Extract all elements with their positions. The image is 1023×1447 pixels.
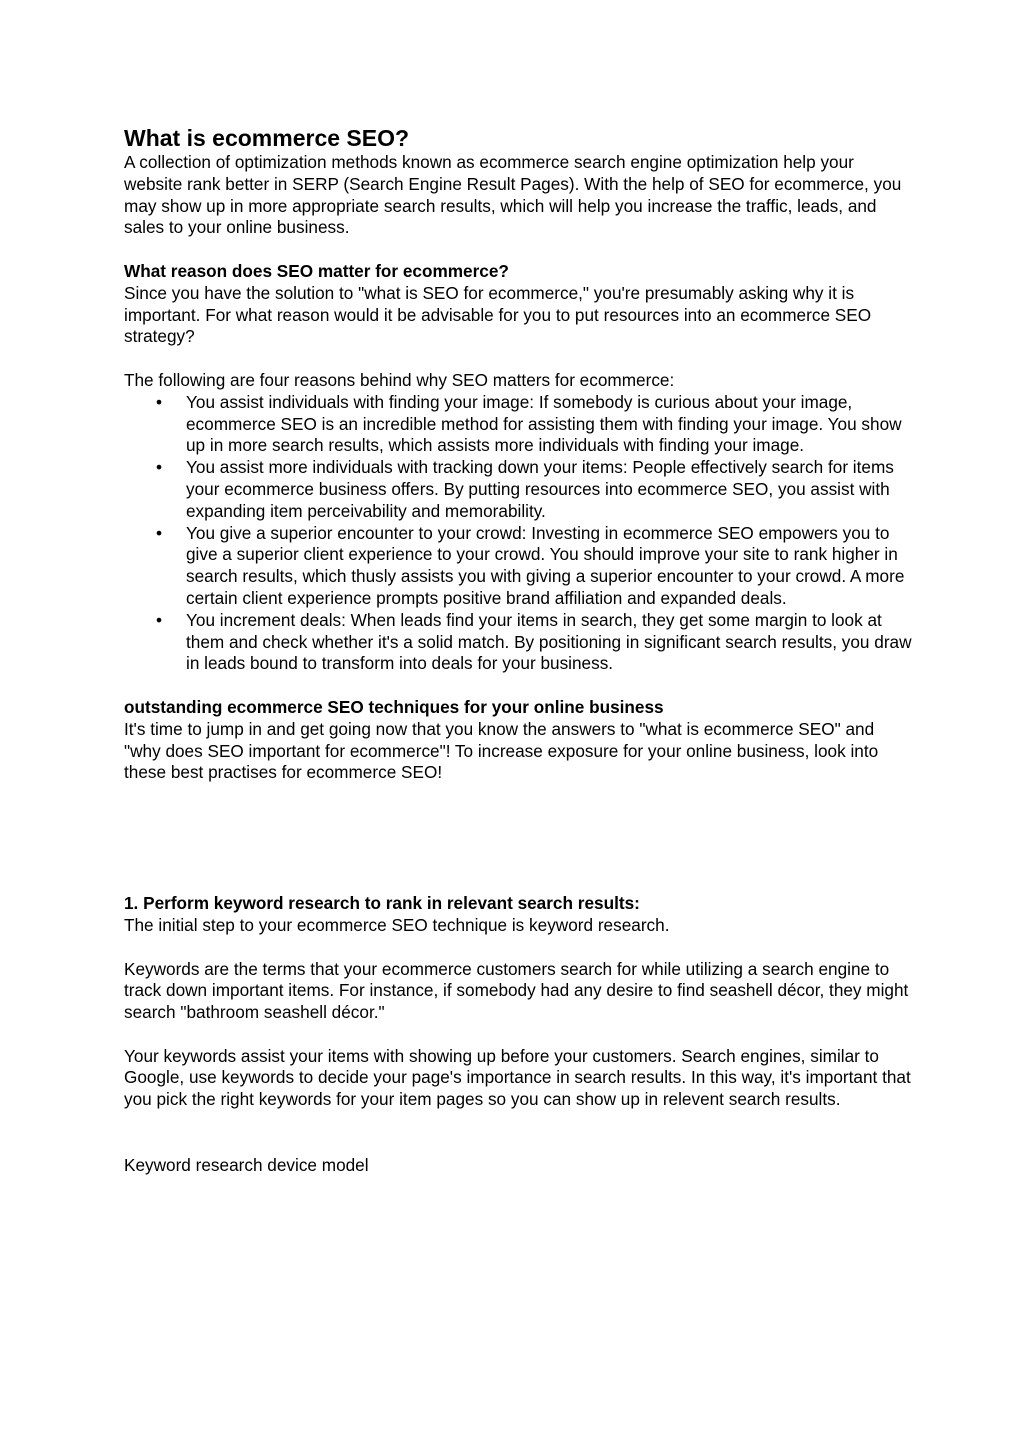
spacer (124, 348, 914, 370)
bullet-icon: • (156, 457, 163, 478)
spacer (124, 784, 914, 893)
keywords-importance-paragraph: Your keywords assist your items with showing up before your customers. Search engines, similar to Google, use keywords to decide your page's importance in search results. In this way, it's important that you pick the right keywords for your item pages so you can show up in relevent search results. (124, 1045, 911, 1110)
figure-caption: Keyword research device model (124, 1154, 369, 1175)
section-body-why-seo: Since you have the solution to "what is SEO for ecommerce," you're presumably asking why it is important. For what reason would it be advisable for you to put resources into an ecommerce SEO strategy? (124, 282, 872, 347)
section-body-techniques: It's time to jump in and get going now that you know the answers to "what is ecommerce SEO" and "why does SEO important for ecommerce"! To increase exposure for your online business, look into these best practises for ecommerce SEO! (124, 718, 879, 783)
spacer (124, 1024, 914, 1046)
list-item-text: You give a superior encounter to your crowd: Investing in ecommerce SEO empowers you to give a superior client experience to your crowd. You should improve your site to rank higher in search results, which thusly assists you with giving a superior encounter to your crowd. A more certain client experience prompts positive brand affiliation and expanded deals. (186, 522, 905, 608)
section-heading-techniques: outstanding ecommerce SEO techniques for your online business (124, 696, 664, 717)
section-heading-keyword-research: 1. Perform keyword research to rank in relevant search results: (124, 893, 640, 914)
list-item (124, 392, 914, 457)
list-item-text: You assist more individuals with tracking down your items: People effectively search for items your ecommerce business offers. By putting resources into ecommerce SEO, you assist with expanding item perceivability and memorability. (186, 457, 894, 521)
keywords-definition-paragraph: Keywords are the terms that your ecommerce customers search for while utilizing a search engine to track down important items. For instance, if somebody had any desire to find seashell décor, they might search "bathroom seashell décor." (124, 958, 909, 1023)
page-title: What is ecommerce SEO? (124, 125, 410, 151)
list-item-text: You increment deals: When leads find your items in search, they get some margin to look at them and check whether it's a solid match. By positioning in significant search results, you draw in leads bound to transform into deals for your business. (186, 609, 912, 674)
section-heading-why-seo: What reason does SEO matter for ecommerce? (124, 260, 509, 281)
list-item (124, 610, 914, 675)
list-intro: The following are four reasons behind why SEO matters for ecommerce: (124, 369, 675, 390)
spacer (124, 937, 914, 959)
keyword-research-intro: The initial step to your ecommerce SEO technique is keyword research. (124, 914, 670, 935)
document-page (124, 124, 914, 1176)
bullet-icon: • (156, 609, 163, 630)
list-item (124, 523, 914, 610)
spacer (124, 239, 914, 261)
reasons-list (124, 392, 914, 675)
bullet-icon: • (156, 522, 163, 543)
list-item-text: You assist individuals with finding your image: If somebody is curious about your image, ecommerce SEO is an incredible method for assisting them with finding your image. You show up in more search results, which assists more individuals with finding your image. (186, 391, 902, 456)
bullet-icon: • (156, 391, 163, 412)
spacer (124, 675, 914, 697)
list-item (124, 457, 914, 522)
spacer (124, 1111, 914, 1155)
intro-paragraph: A collection of optimization methods known as ecommerce search engine optimization help your website rank better in SERP (Search Engine Result Pages). With the help of SEO for ecommerce, you may show up in more appropriate search results, which will help you increase the traffic, leads, and sales to your online business. (124, 152, 902, 238)
